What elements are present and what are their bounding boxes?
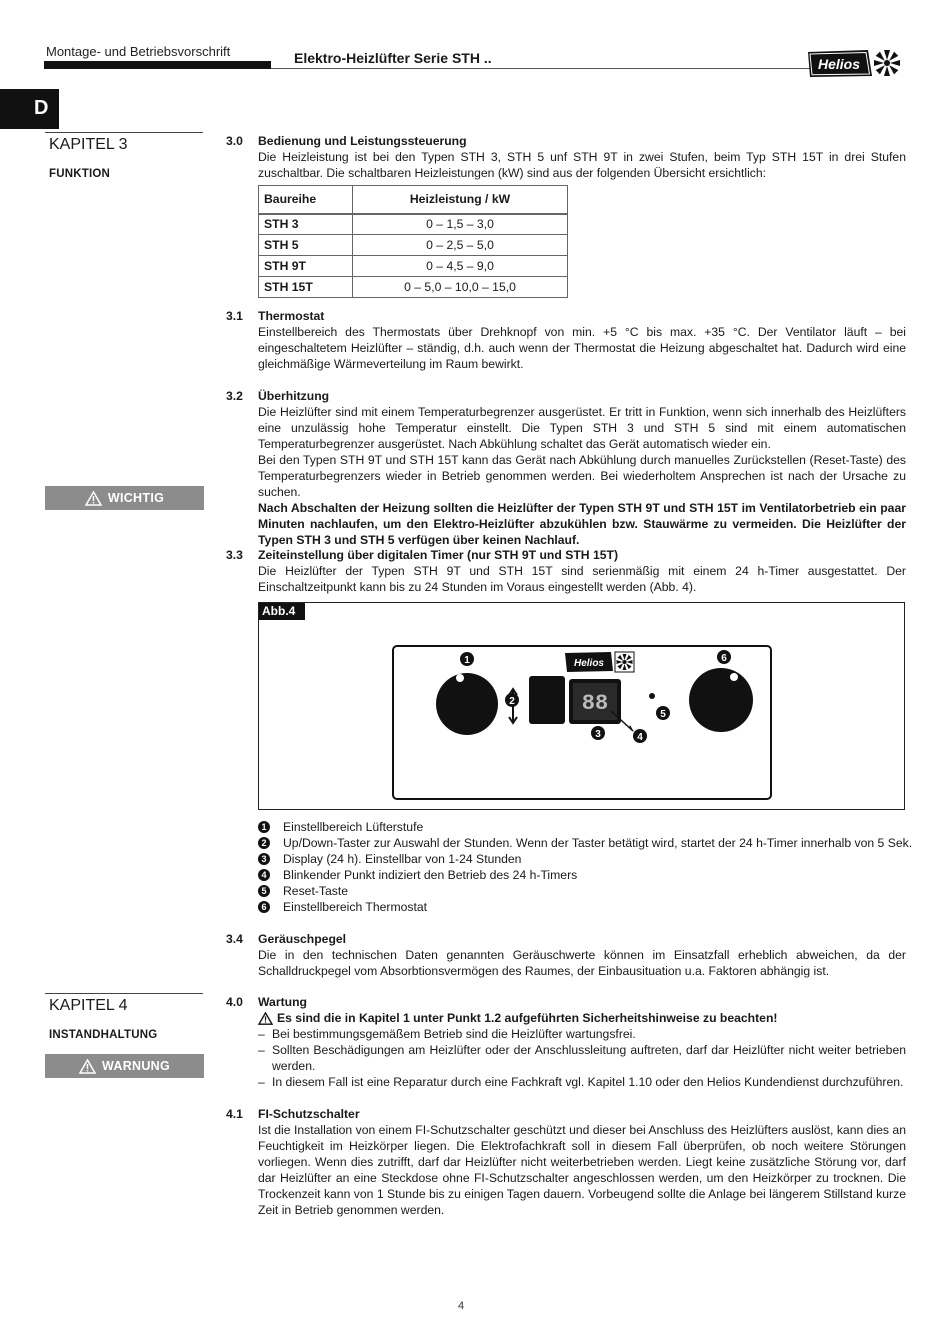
section-number: 3.1 (226, 309, 243, 323)
section-3-2 (226, 388, 906, 548)
marker-label: 1 (464, 655, 470, 666)
section-title: Geräuschpegel (258, 932, 347, 946)
blink-dot (649, 693, 655, 699)
legend-item (258, 819, 912, 835)
legend-marker: 2 (258, 837, 270, 849)
legend-item (258, 835, 912, 851)
note-label: WARNUNG (101, 1059, 171, 1073)
document-title: Elektro-Heizlüfter Serie STH .. (294, 50, 492, 66)
section-4-1 (226, 1106, 906, 1218)
up-down-button (529, 676, 565, 724)
note-warnung (45, 1054, 204, 1078)
section-title: Thermostat (258, 309, 325, 323)
list-item: – Bei bestimmungsgemäßem Betrieb sind die Heizlüfter wartungsfrei. (258, 1027, 636, 1041)
note-label: WICHTIG (107, 491, 165, 505)
section-text: Einstellbereich des Thermostats über Drehknopf von min. +5 °C bis max. +35 °C. Der Ventilator läuft – bei eingeschaltetem Heizlüfter – ständig, d.h. auch wenn der Thermostat die Heizung abgeschaltet hat. Dadurch wird eine gleichmäßige Wärmeverteilung im Raum bewirkt. (258, 325, 906, 371)
legend-item (258, 851, 912, 867)
table-cell: STH 3 (259, 214, 353, 235)
table-cell: STH 15T (259, 277, 353, 298)
chapter-4-heading (45, 993, 203, 1041)
section-title: Überhitzung (258, 389, 330, 403)
document-type: Montage- und Betriebsvorschrift (46, 44, 231, 59)
legend-item (258, 883, 912, 899)
heating-power-table (258, 185, 568, 298)
table-cell: 0 – 1,5 – 3,0 (353, 214, 568, 235)
list-item-text: In diesem Fall ist eine Reparatur durch eine Fachkraft vgl. Kapitel 1.10 oder den Helios Kundendienst durchzuführen. (272, 1075, 904, 1089)
important-text: Nach Abschalten der Heizung sollten die Heizlüfter der Typen STH 9T und STH 15T im Ventilatorbetrieb ein paar Minuten nachlaufen, um den Elektro-Heizlüfter abzukühlen bzw. Stauwärme zu vermeiden. Die Heizlüfter der Typen STH 3 und STH 5 verfügen über keinen Nachlauf. (258, 501, 906, 547)
section-3-3 (226, 547, 906, 595)
chapter-subtitle: INSTANDHALTUNG (49, 1029, 158, 1041)
warning-triangle-icon (85, 491, 102, 506)
legend-text: Display (24 h). Einstellbar von 1-24 Stunden (283, 852, 522, 866)
figure-label: Abb.4 (259, 603, 305, 620)
section-3-0 (226, 133, 906, 298)
marker-label: 6 (721, 653, 727, 664)
marker-label: 4 (637, 732, 643, 743)
warning-triangle-icon (258, 1012, 273, 1025)
fan-knob (436, 673, 498, 735)
marker-label: 5 (660, 709, 666, 720)
display-digits: 88 (581, 691, 609, 716)
table-cell: STH 5 (259, 235, 353, 256)
marker-label: 2 (509, 696, 515, 707)
marker-label: 3 (595, 729, 601, 740)
section-text: Bei den Typen STH 9T und STH 15T kann das Gerät nach Abkühlung durch manuelles Zurückstellen (Reset-Taste) des Temperaturbegrenzers wieder in Betrieb genommen werden. Bei wiederholtem Ansprechen ist nach der Ursache zu suchen. (258, 453, 906, 499)
section-title: Bedienung und Leistungssteuerung (258, 134, 467, 148)
column-header: Baureihe (259, 186, 353, 214)
list-item: – In diesem Fall ist eine Reparatur durch eine Fachkraft vgl. Kapitel 1.10 oder den Helios Kundendienst durchzuführen. (258, 1075, 904, 1089)
table-cell: 0 – 4,5 – 9,0 (353, 256, 568, 277)
figure-legend (258, 819, 912, 915)
table-cell: 0 – 2,5 – 5,0 (353, 235, 568, 256)
helios-mini-logo (565, 652, 634, 672)
chapter-title: KAPITEL 3 (49, 136, 128, 153)
legend-marker: 5 (258, 885, 270, 897)
list-item-text: Bei bestimmungsgemäßem Betrieb sind die Heizlüfter wartungsfrei. (272, 1027, 636, 1041)
list-item: – Sollten Beschädigungen am Heizlüfter oder der Anschlussleitung auftreten, darf dar Heizlüfter nicht weiter betrieben werden. (258, 1043, 906, 1073)
helios-logo (806, 46, 902, 79)
warning-triangle-icon (79, 1059, 96, 1074)
language-tab: D (0, 89, 59, 129)
section-number: 3.2 (226, 389, 243, 403)
knob-indicator (730, 673, 738, 681)
logo-text: Helios (817, 56, 861, 72)
section-text: Die Heizlüfter der Typen STH 9T und STH 15T sind serienmäßig mit einem 24 h-Timer ausgestattet. Der Einschaltzeitpunkt kann bis zu 24 Stunden im Voraus eingestellt werden (Abb. 4). (258, 564, 906, 594)
control-panel-diagram (259, 603, 904, 809)
section-number: 4.0 (226, 995, 243, 1009)
chapter-title: KAPITEL 4 (49, 997, 128, 1014)
table-cell: STH 9T (259, 256, 353, 277)
table-row (259, 214, 568, 235)
knob-indicator (456, 674, 464, 682)
section-text: Die Heizleistung ist bei den Typen STH 3, STH 5 unf STH 9T in zwei Stufen, beim Typ STH 15T in drei Stufen zuschaltbar. Die schaltbaren Heizleistungen (kW) sind aus der folgenden Übersicht ersichtlich: (258, 150, 906, 180)
chapter-subtitle: FUNKTION (49, 168, 111, 180)
section-text: Die Heizlüfter sind mit einem Temperaturbegrenzer ausgerüstet. Er tritt in Funktion, wenn sich innerhalb des Heizlüfters eine unzulässig hohe Temperatur einstellt. Die Typen STH 3 und STH 5 sind mit einem automatischen Temperaturbegrenzer ausgerüstet. Nach Abkühlung schaltet das Gerät automatisch wieder ein. (258, 405, 906, 451)
safety-warning (258, 1010, 906, 1026)
mini-logo-text: Helios (573, 658, 605, 669)
legend-marker: 3 (258, 853, 270, 865)
legend-marker: 1 (258, 821, 270, 833)
legend-item (258, 899, 912, 915)
legend-text: Einstellbereich Lüfterstufe (283, 820, 424, 834)
section-number: 3.0 (226, 134, 243, 148)
pointer-arrow-icon (629, 725, 634, 732)
table-row (259, 235, 568, 256)
section-number: 3.4 (226, 932, 243, 946)
thermostat-knob (689, 668, 753, 732)
legend-text: Einstellbereich Thermostat (283, 900, 428, 914)
section-3-4 (226, 931, 906, 979)
table-row (259, 256, 568, 277)
list-item-text: Sollten Beschädigungen am Heizlüfter oder der Anschlussleitung auftreten, darf dar Heizlüfter nicht weiter betrieben werden. (272, 1043, 906, 1073)
section-title: Zeiteinstellung über digitalen Timer (nur STH 9T und STH 15T) (258, 548, 619, 562)
page-number: 4 (458, 1300, 465, 1312)
column-header: Heizleistung / kW (353, 186, 568, 214)
header-bar (44, 61, 271, 69)
legend-text: Up/Down-Taster zur Auswahl der Stunden. Wenn der Taster betätigt wird, startet der 24 h-Timer innerhalb von 5 Sek. (283, 836, 913, 850)
section-title: FI-Schutzschalter (258, 1107, 360, 1121)
table-cell: 0 – 5,0 – 10,0 – 15,0 (353, 277, 568, 298)
table-row (259, 277, 568, 298)
section-number: 3.3 (226, 548, 243, 562)
legend-marker: 6 (258, 901, 270, 913)
section-text: Ist die Installation von einem FI-Schutzschalter geschützt und dieser bei Anschluss des Heizlüfters auslöst, kann dies an Feuchtigkeit im Heizkörper liegen. Die Elektrofachkraft soll in diesem Fall überprüfen, ob noch weitere Störungen vorliegen. Wenn dies zutrifft, darf dar Heizlüfter nicht weiterbetrieben werden. Liegt keine zusätzliche Störung vor, darf dar Heizlüfter an eine Steckdose ohne FI-Schutzschalter angeschlossen werden, um den Heizkörper zu trocknen. Die Trockenzeit kann von 1 Stunde bis zu einigen Tagen dauern. Vorbeugend sollte die Anlage bei längerem Stillstand kurze Zeit in Betrieb genommen werden. (258, 1123, 906, 1217)
legend-text: Blinkender Punkt indiziert den Betrieb des 24 h-Timers (283, 868, 578, 882)
section-4-0 (226, 994, 906, 1090)
section-title: Wartung (258, 995, 307, 1009)
section-text: Die in den technischen Daten genannten Geräuschwerte können im Einsatzfall erheblich abweichen, da der Schalldruckpegel vom Absorbtionsvermögen des Raumes, der Einbausituation u.a. Faktoren abhängig ist. (258, 948, 906, 978)
figure-abb4 (258, 602, 905, 810)
chapter-3-heading (45, 132, 203, 180)
legend-item (258, 867, 912, 883)
legend-marker: 4 (258, 869, 270, 881)
legend-text: Reset-Taste (283, 884, 349, 898)
header-rule (271, 68, 811, 69)
table-header-row (259, 186, 568, 214)
section-number: 4.1 (226, 1107, 243, 1121)
warning-text: Es sind die in Kapitel 1 unter Punkt 1.2 aufgeführten Sicherheitshinweise zu beachten! (277, 1011, 778, 1025)
section-3-1 (226, 308, 906, 372)
note-wichtig (45, 486, 204, 510)
